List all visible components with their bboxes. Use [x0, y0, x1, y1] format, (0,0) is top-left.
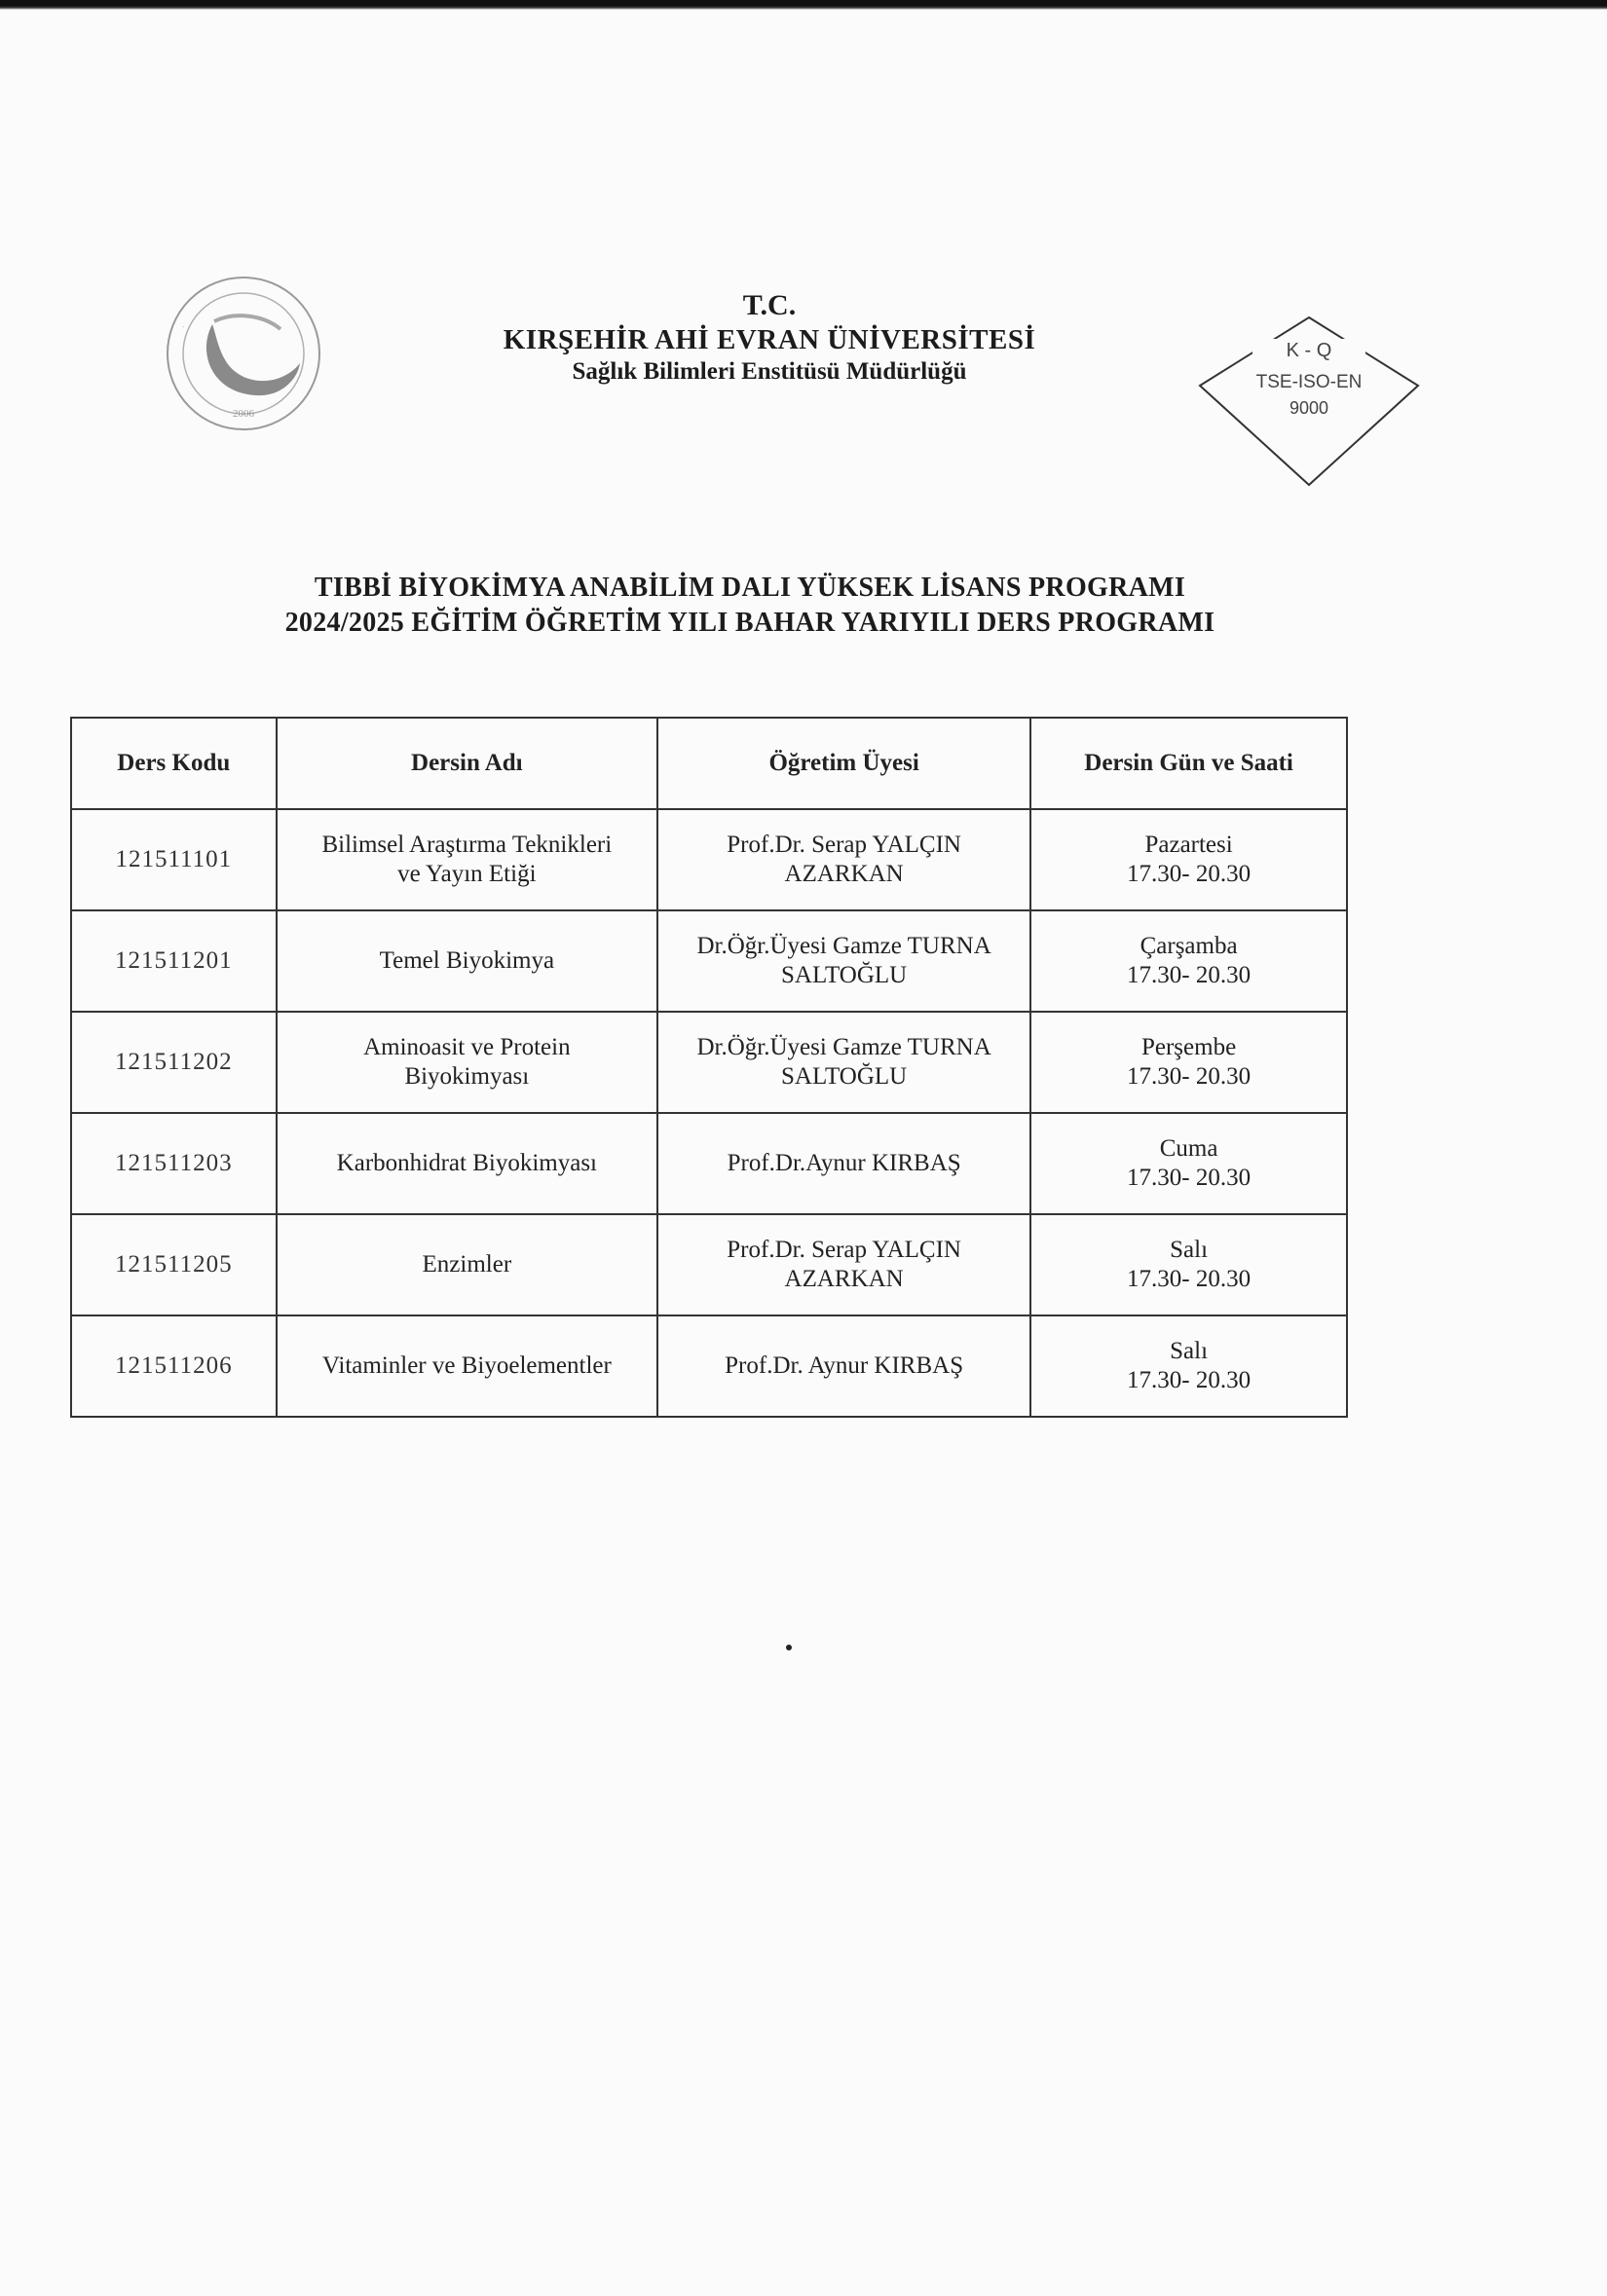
instructor: Prof.Dr. Serap YALÇIN AZARKAN: [657, 809, 1030, 910]
badge-middle-text: TSE-ISO-EN: [1255, 372, 1363, 392]
scan-artifact-dot: [786, 1645, 792, 1650]
svg-text:·: ·: [178, 323, 189, 330]
day: Perşembe: [1140, 1034, 1237, 1060]
program-title-line-1: TIBBİ BİYOKİMYA ANABİLİM DALI YÜKSEK LİSANS PROGRAMI: [314, 573, 1186, 603]
day: Salı: [1170, 1237, 1209, 1263]
course-code: 121511201: [71, 910, 277, 1012]
institution-header: [370, 288, 1169, 388]
header-university-name: KIRŞEHİR AHİ EVRAN ÜNİVERSİTESİ: [503, 324, 1036, 355]
time: 17.30- 20.30: [1127, 1063, 1252, 1090]
instructor: Dr.Öğr.Üyesi Gamze TURNA SALTOĞLU: [657, 1012, 1030, 1113]
course-schedule-table: [70, 717, 1348, 1418]
badge-bottom-text: 9000: [1289, 398, 1329, 418]
day: Pazartesi: [1144, 832, 1233, 858]
quality-certificate-logo: [1196, 314, 1422, 489]
course-code: 121511101: [71, 809, 277, 910]
header-line-1: T.C.: [742, 289, 797, 321]
header-day-time: Dersin Gün ve Saati: [1030, 718, 1347, 809]
course-code: 121511202: [71, 1012, 277, 1113]
course-code: 121511203: [71, 1113, 277, 1214]
day-time: [1030, 1315, 1347, 1417]
day-time: [1030, 1113, 1347, 1214]
time: 17.30- 20.30: [1127, 861, 1252, 887]
header-course-code: Ders Kodu: [71, 718, 277, 809]
course-code: 121511205: [71, 1214, 277, 1315]
instructor: Dr.Öğr.Üyesi Gamze TURNA SALTOĞLU: [657, 910, 1030, 1012]
table-row: [71, 910, 1347, 1012]
course-name: Vitaminler ve Biyoelementler: [277, 1315, 657, 1417]
time: 17.30- 20.30: [1127, 1266, 1252, 1292]
table-row: [71, 1315, 1347, 1417]
header-course-name: Dersin Adı: [277, 718, 657, 809]
seal-year: 2006: [233, 408, 254, 420]
day-time: [1030, 910, 1347, 1012]
time: 17.30- 20.30: [1127, 962, 1252, 988]
instructor: Prof.Dr. Aynur KIRBAŞ: [657, 1315, 1030, 1417]
course-name: Aminoasit ve Protein Biyokimyası: [277, 1012, 657, 1113]
course-name: Temel Biyokimya: [277, 910, 657, 1012]
course-name: Enzimler: [277, 1214, 657, 1315]
program-title-line-2: 2024/2025 EĞİTİM ÖĞRETİM YILI BAHAR YARIYILI DERS PROGRAMI: [284, 608, 1215, 638]
day: Salı: [1170, 1338, 1209, 1364]
table-row: [71, 1113, 1347, 1214]
program-title: [175, 571, 1325, 641]
table-row: [71, 1214, 1347, 1315]
course-name: Karbonhidrat Biyokimyası: [277, 1113, 657, 1214]
day-time: [1030, 809, 1347, 910]
university-seal-logo: [156, 271, 331, 436]
header-instructor: Öğretim Üyesi: [657, 718, 1030, 809]
course-code: 121511206: [71, 1315, 277, 1417]
badge-top-text: K - Q: [1286, 340, 1332, 361]
instructor: Prof.Dr.Aynur KIRBAŞ: [657, 1113, 1030, 1214]
scan-edge: [0, 0, 1607, 10]
time: 17.30- 20.30: [1127, 1367, 1252, 1393]
table-header-row: [71, 718, 1347, 809]
time: 17.30- 20.30: [1127, 1165, 1252, 1191]
course-name: Bilimsel Araştırma Teknikleri ve Yayın Etiği: [277, 809, 657, 910]
day: Cuma: [1159, 1135, 1218, 1162]
header-institute-name: Sağlık Bilimleri Enstitüsü Müdürlüğü: [572, 358, 967, 385]
table-row: [71, 1012, 1347, 1113]
day-time: [1030, 1214, 1347, 1315]
table-row: [71, 809, 1347, 910]
instructor: Prof.Dr. Serap YALÇIN AZARKAN: [657, 1214, 1030, 1315]
day-time: [1030, 1012, 1347, 1113]
day: Çarşamba: [1140, 933, 1238, 959]
